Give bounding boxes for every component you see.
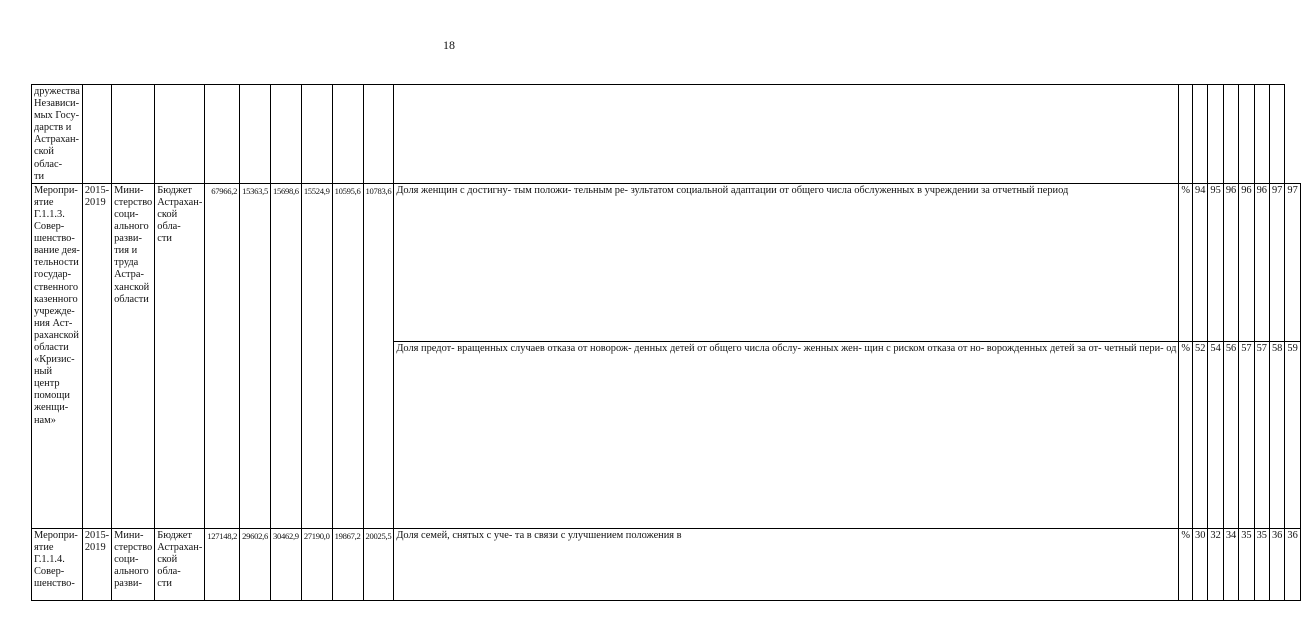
table-row — [32, 183, 1301, 341]
amount-year-cell: 15698,6 — [270, 183, 301, 528]
empty-cell — [1254, 85, 1269, 184]
amount-total-cell: 67966,2 — [205, 183, 240, 528]
executor-cell: Мини- стерство соци- ального разви- тия и труда Астра- ханской области — [112, 183, 155, 528]
amount-year-cell: 15363,5 — [240, 183, 271, 528]
indicator-unit-cell: % — [1179, 528, 1193, 600]
page-number: 18 — [443, 38, 455, 52]
indicator-value-cell: 32 — [1208, 528, 1223, 600]
empty-cell — [155, 85, 205, 184]
amount-year-cell: 29602,6 — [240, 528, 271, 600]
indicator-value-cell: 59 — [1285, 341, 1300, 528]
measure-name-cell: дружества Независи- мых Госу- дарств и Астрахан- ской облас- ти — [32, 85, 83, 184]
indicator-text-cell: Доля женщин с достигну- тым положи- тельным ре- зультатом социальной адаптации от общего числа обслуженных в учреждении за отчетный период — [394, 183, 1179, 341]
years-cell: 2015- 2019 — [82, 183, 111, 528]
empty-cell — [1179, 85, 1193, 184]
program-table — [31, 84, 1301, 601]
empty-cell — [394, 85, 1179, 184]
indicator-value-cell: 54 — [1208, 341, 1223, 528]
empty-cell — [1193, 85, 1208, 184]
empty-cell — [301, 85, 332, 184]
indicator-value-cell: 57 — [1239, 341, 1254, 528]
amount-total-cell: 127148,2 — [205, 528, 240, 600]
amount-year-cell: 27190,0 — [301, 528, 332, 600]
funding-source-cell: Бюджет Астрахан- ской обла- сти — [155, 183, 205, 528]
empty-cell — [112, 85, 155, 184]
empty-cell — [332, 85, 363, 184]
indicator-text-cell: Доля предот- вращенных случаев отказа от новорож- денных детей от общего числа обслу- женных жен- щин с риском отказа от но- ворожденных детей за от- четный пери- од — [394, 341, 1179, 528]
indicator-value-cell: 34 — [1223, 528, 1238, 600]
years-cell: 2015- 2019 — [82, 528, 111, 600]
indicator-value-cell: 35 — [1239, 528, 1254, 600]
empty-cell — [1269, 85, 1284, 184]
indicator-value-cell: 96 — [1223, 183, 1238, 341]
indicator-value-cell: 52 — [1193, 341, 1208, 528]
amount-year-cell: 20025,5 — [363, 528, 394, 600]
indicator-value-cell: 56 — [1223, 341, 1238, 528]
indicator-value-cell: 94 — [1193, 183, 1208, 341]
indicator-text-cell: Доля семей, снятых с уче- та в связи с улучшением положения в — [394, 528, 1179, 600]
measure-name-cell: Меропри- ятие Г.1.1.3. Совер- шенство- вание дея- тельности государ- ственного казенного учрежде- ния Аст- раханской области «Кризис- ный центр помощи женщи- нам» — [32, 183, 83, 528]
empty-cell — [1239, 85, 1254, 184]
measure-name-cell: Меропри- ятие Г.1.1.4. Совер- шенство- — [32, 528, 83, 600]
indicator-value-cell: 58 — [1269, 341, 1284, 528]
indicator-value-cell: 36 — [1269, 528, 1284, 600]
indicator-value-cell: 57 — [1254, 341, 1269, 528]
indicator-value-cell: 35 — [1254, 528, 1269, 600]
amount-year-cell: 10783,6 — [363, 183, 394, 528]
indicator-value-cell: 96 — [1239, 183, 1254, 341]
table-row — [32, 85, 1301, 184]
amount-year-cell: 19867,2 — [332, 528, 363, 600]
amount-year-cell: 10595,6 — [332, 183, 363, 528]
table-row — [32, 528, 1301, 600]
indicator-unit-cell: % — [1179, 341, 1193, 528]
amount-year-cell: 15524,9 — [301, 183, 332, 528]
empty-cell — [240, 85, 271, 184]
empty-cell — [363, 85, 394, 184]
amount-year-cell: 30462,9 — [270, 528, 301, 600]
indicator-value-cell: 36 — [1285, 528, 1300, 600]
empty-cell — [1208, 85, 1223, 184]
indicator-unit-cell: % — [1179, 183, 1193, 341]
empty-cell — [82, 85, 111, 184]
indicator-value-cell: 30 — [1193, 528, 1208, 600]
indicator-value-cell: 97 — [1285, 183, 1300, 341]
indicator-value-cell: 95 — [1208, 183, 1223, 341]
indicator-value-cell: 96 — [1254, 183, 1269, 341]
empty-cell — [270, 85, 301, 184]
empty-cell — [205, 85, 240, 184]
indicator-value-cell: 97 — [1269, 183, 1284, 341]
executor-cell: Мини- стерство соци- ального разви- — [112, 528, 155, 600]
empty-cell — [1223, 85, 1238, 184]
funding-source-cell: Бюджет Астрахан- ской обла- сти — [155, 528, 205, 600]
